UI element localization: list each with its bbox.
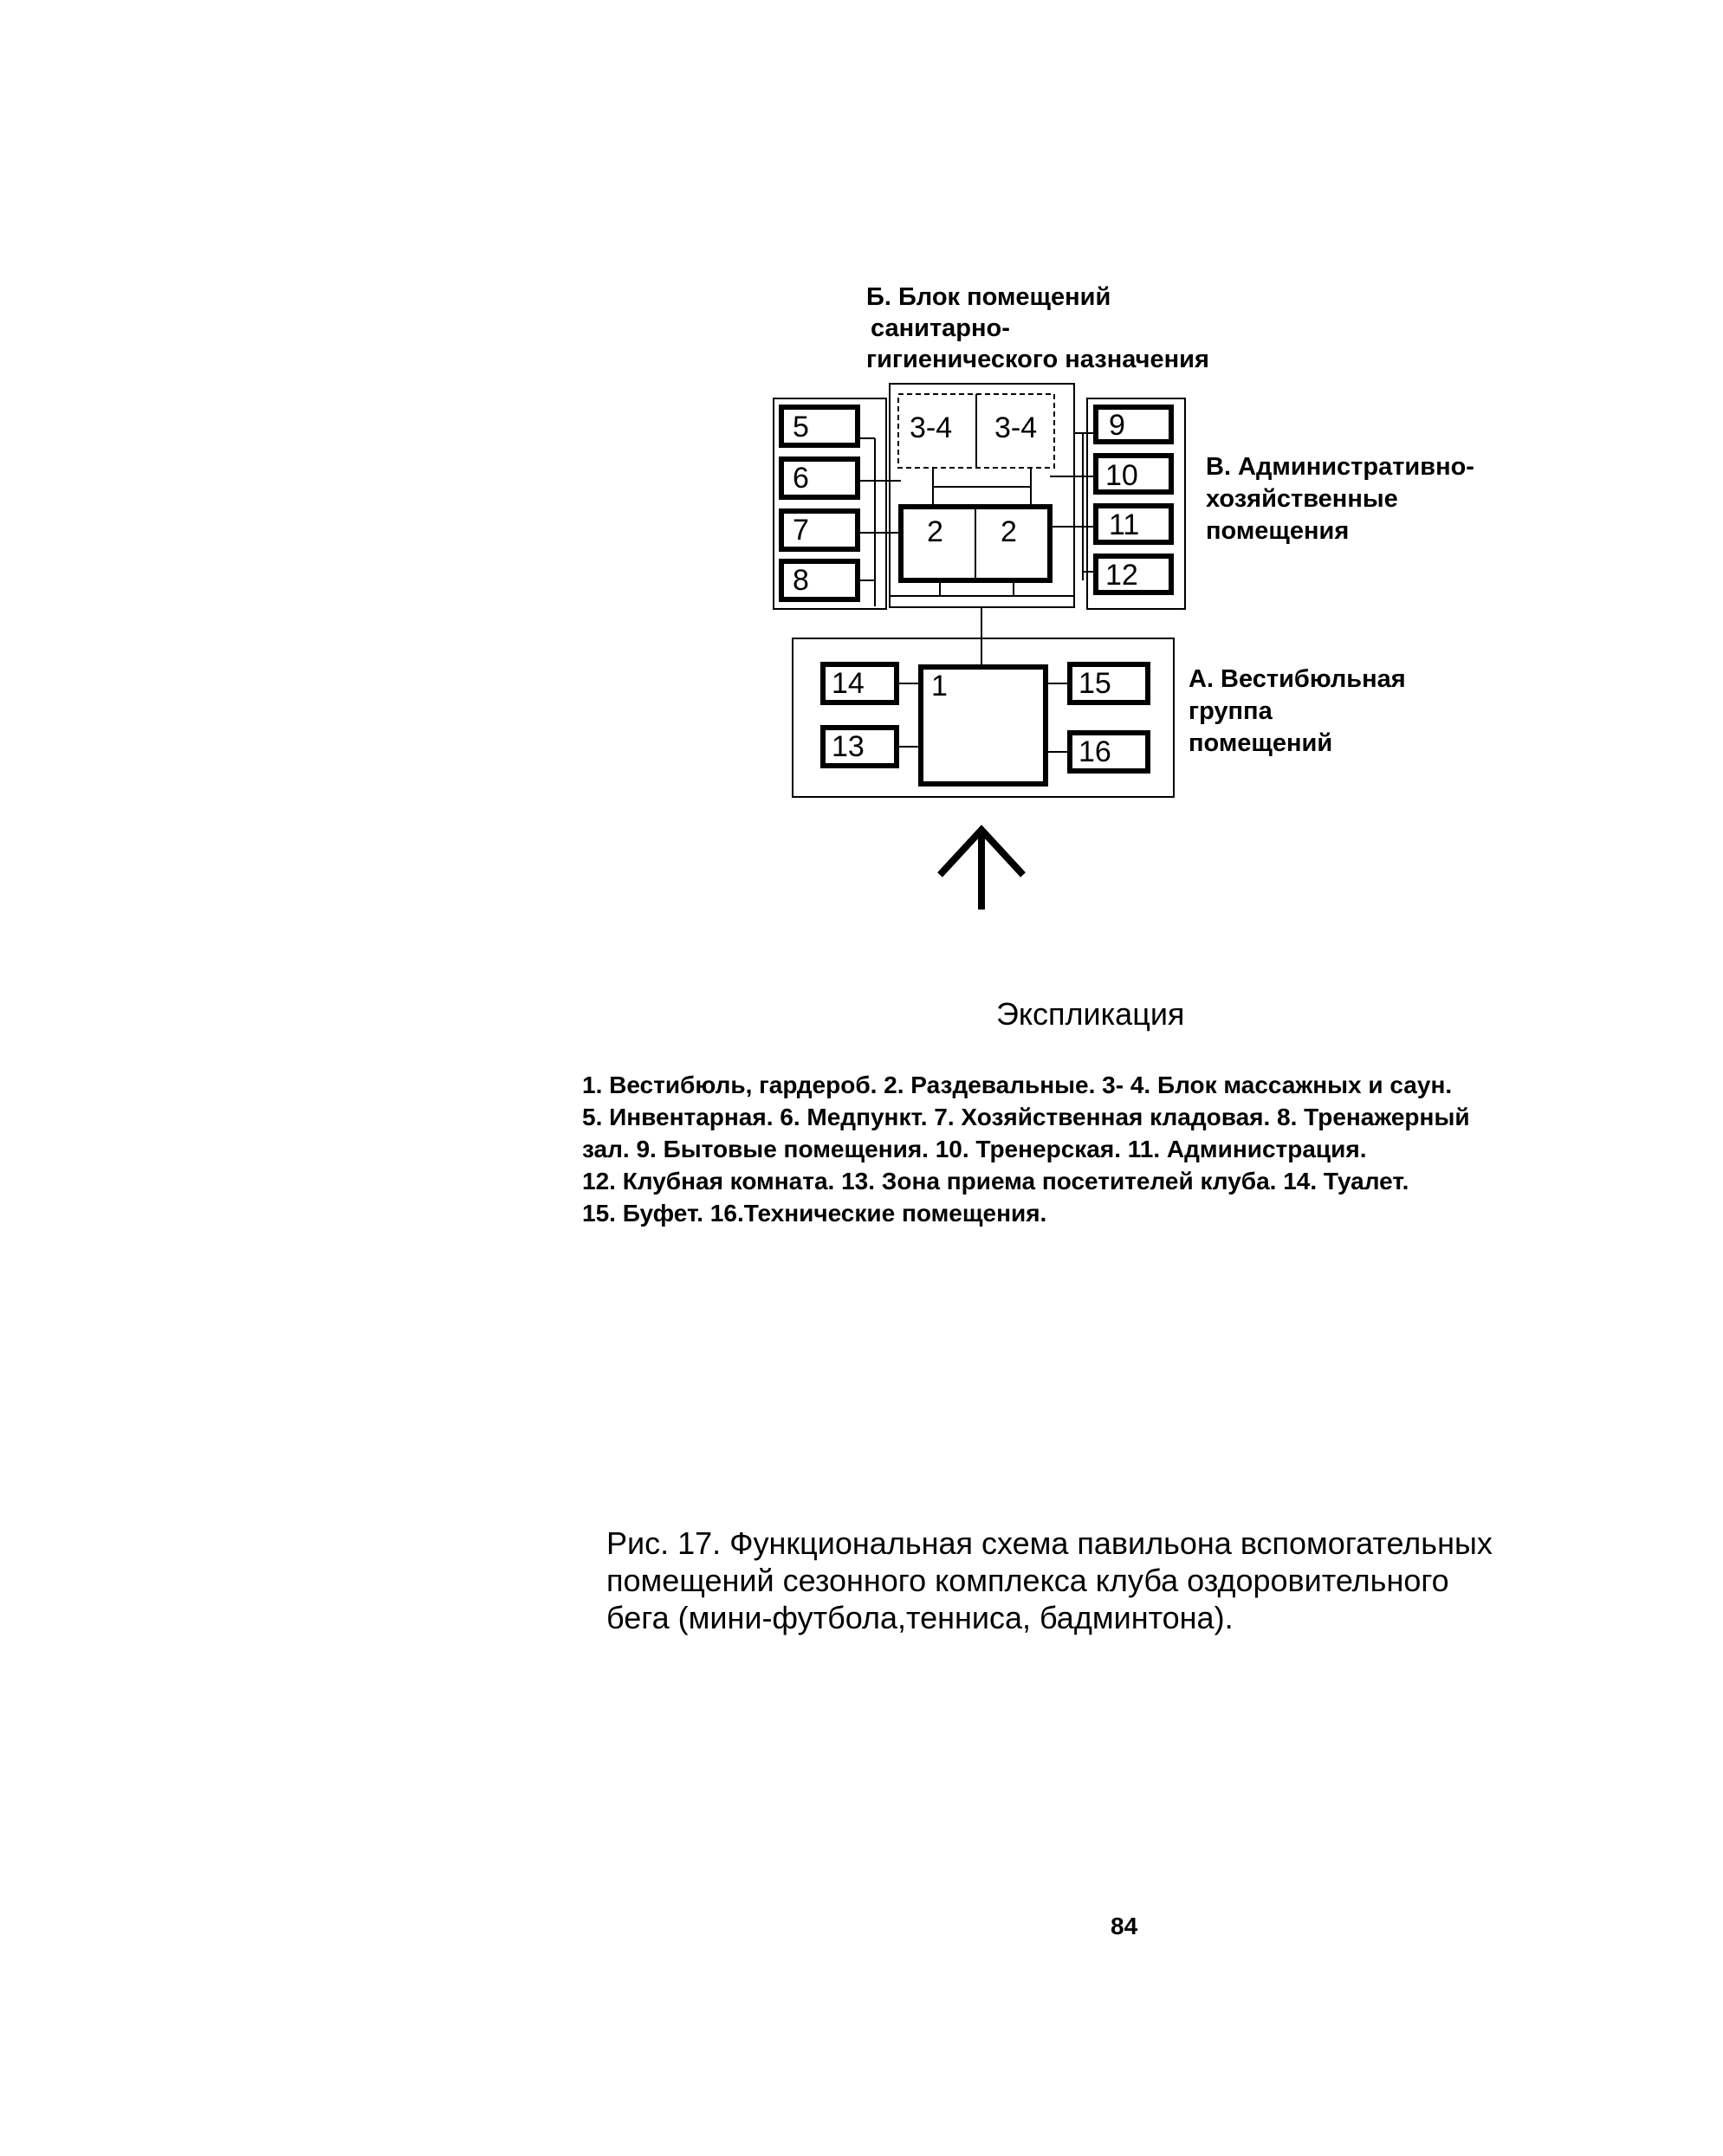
room-2-label: 2 — [927, 515, 943, 548]
block-v-label-line1: В. Административно- — [1206, 453, 1474, 481]
block-v-label-line3: помещения — [1206, 517, 1350, 545]
page-number: 84 — [1111, 1913, 1138, 1939]
block-b-label-line3: гигиенического назначения — [866, 346, 1209, 373]
explication-title: Экспликация — [996, 996, 1185, 1032]
room-9-box — [1096, 407, 1171, 442]
block-a-label-line1: А. Вестибюльная — [1189, 665, 1406, 693]
explication-line: 15. Буфет. 16.Технические помещения. — [582, 1200, 1047, 1227]
block-v-label-line2: хозяйственные — [1206, 485, 1398, 513]
room-2-label: 2 — [1001, 515, 1017, 548]
block-b-label-line1: Б. Блок помещений — [866, 283, 1111, 311]
room-5-label: 5 — [793, 411, 809, 444]
room-3-4-label: 3-4 — [910, 411, 953, 444]
room-3-4-label: 3-4 — [994, 411, 1038, 444]
figure-caption — [606, 1525, 1646, 1636]
room-11-label: 11 — [1109, 508, 1140, 541]
explication-line: 1. Вестибюль, гардероб. 2. Раздевальные. 3- 4. Блок массажных и саун. — [582, 1072, 1453, 1098]
block-b-label-line2: санитарно- — [871, 314, 1010, 342]
room-14-label: 14 — [832, 667, 865, 700]
caption-line: бега (мини-футбола,тенниса, бадминтона). — [606, 1600, 1234, 1635]
up-arrow-icon — [940, 830, 1023, 910]
explication-line: зал. 9. Бытовые помещения. 10. Тренерская. 11. Администрация. — [582, 1136, 1367, 1162]
room-10-label: 10 — [1105, 459, 1138, 492]
room-6-label: 6 — [793, 462, 809, 495]
room-15-label: 15 — [1078, 667, 1111, 700]
caption-line: Рис. 17. Функциональная схема павильона вспомогательных — [606, 1525, 1493, 1561]
room-7-label: 7 — [793, 514, 809, 547]
room-13-label: 13 — [832, 730, 865, 763]
room-16-label: 16 — [1078, 735, 1111, 768]
block-a-label-line2: группа — [1189, 697, 1273, 725]
caption-line: помещений сезонного комплекса клуба оздоровительного — [606, 1563, 1449, 1598]
explication-line: 5. Инвентарная. 6. Медпункт. 7. Хозяйственная кладовая. 8. Тренажерный — [582, 1104, 1470, 1130]
block-a-label-line3: помещений — [1189, 729, 1333, 757]
left-rooms-container — [774, 398, 886, 609]
explication-list — [582, 1069, 1622, 1229]
room-1-label: 1 — [931, 670, 948, 702]
room-8-label: 8 — [793, 564, 809, 597]
room-9-label: 9 — [1109, 409, 1125, 442]
room-12-label: 12 — [1105, 559, 1138, 592]
explication-line: 12. Клубная комната. 13. Зона приема посетителей клуба. 14. Туалет. — [582, 1168, 1409, 1195]
